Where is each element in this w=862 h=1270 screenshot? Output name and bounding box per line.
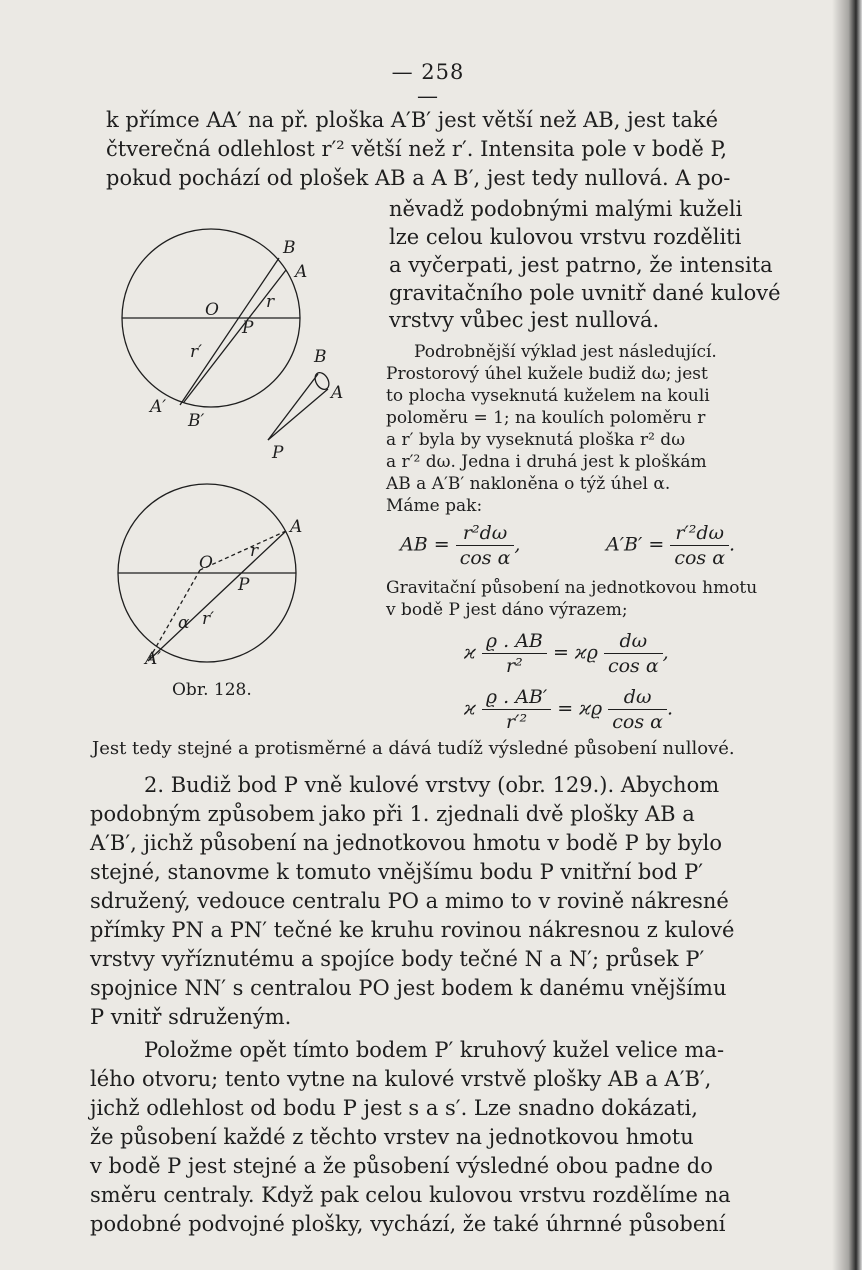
- text-line: pokud pochází od plošek AB a A B′, jest tedy nullová. A po-: [106, 166, 731, 190]
- label-alpha-lower: α: [178, 613, 190, 633]
- text-line: lze celou kulovou vrstvu rozděliti: [389, 225, 742, 249]
- label-B-cone: B: [314, 347, 327, 367]
- formula-a-prime-b-prime: A′B′ = $\frac{\text{r′²dω}}{\text{cos α}}$ .: [606, 522, 736, 569]
- text-line: vrstvy vyříznutému a spojíce body tečné N a N′; průsek P′: [90, 947, 705, 971]
- text-line: Jest tedy stejné a protisměrné a dává tudíž výsledné působení nullové.: [92, 738, 735, 759]
- text-line: spojnice NN′ s centralou PO jest bodem k danému vnějšímu: [90, 976, 727, 1000]
- label-A-cone: A: [331, 383, 344, 403]
- page-number: — 258 —: [391, 60, 465, 108]
- text-line: Prostorový úhel kužele budiž dω; jest: [386, 364, 708, 384]
- text-line: Podrobnější výklad jest následující.: [414, 342, 717, 362]
- label-O-lower: O: [199, 553, 213, 573]
- text-line: podobným způsobem jako při 1. zjednali dvě plošky AB a: [90, 802, 695, 826]
- text-line: k přímce AA′ na př. ploška A′B′ jest větší než AB, jest také: [106, 108, 719, 132]
- text-line: lého otvoru; tento vytne na kulové vrstvě plošky AB a A′B′,: [90, 1067, 712, 1091]
- label-r: r: [266, 292, 275, 312]
- label-r-lower: r: [250, 541, 259, 561]
- label-A: A: [295, 262, 308, 282]
- formula-ab: AB = $\frac{\text{r²dω}}{\text{cos α}}$ ,: [400, 522, 521, 569]
- text-line: gravitačního pole uvnitř dané kulové: [389, 281, 781, 305]
- text-line: že působení každé z těchto vrstev na jednotkovou hmotu: [90, 1125, 694, 1149]
- page-edge-shadow: [832, 0, 862, 1270]
- lower-dashed-ray: [200, 531, 286, 570]
- text-line: A′B′, jichž působení na jednotkovou hmotu v bodě P by bylo: [90, 831, 723, 855]
- label-A-prime: A′: [150, 397, 167, 417]
- cone-ellipse-top: [312, 370, 331, 392]
- text-line: 2. Budiž bod P vně kulové vrstvy (obr. 129.). Abychom: [144, 773, 720, 797]
- figure-caption: Obr. 128.: [172, 680, 252, 700]
- chord-b-b-prime: [180, 258, 279, 405]
- text-line: a vyčerpati, jest patrno, že intensita: [389, 253, 773, 277]
- cone-side-left: [268, 374, 318, 440]
- text-line: AB a A′B′ nakloněna o týž úhel α.: [386, 474, 671, 494]
- formula-force-a-prime-b-prime: ϰ $\frac{ϱ . AB'}{\text{r′²}}$ = ϰϱ $\frac{d\omega}{\text{cos α}}$ .: [464, 686, 674, 733]
- label-P-lower: P: [238, 575, 250, 595]
- text-line: podobné podvojné plošky, vychází, že také úhrnné působení: [90, 1212, 726, 1236]
- label-O: O: [205, 300, 219, 320]
- text-line: v bodě P jest stejné a že působení výsledné obou padne do: [90, 1154, 713, 1178]
- label-B: B: [283, 238, 296, 258]
- text-line: stejné, stanovme k tomuto vnějšímu bodu P vnitřní bod P′: [90, 860, 703, 884]
- text-line: přímky PN a PN′ tečné ke kruhu rovinou nákresnou z kulové: [90, 918, 735, 942]
- lower-circle: [118, 484, 296, 662]
- text-line: čtverečná odlehlost r′² větší než r′. Intensita pole v bodě P,: [106, 137, 728, 161]
- text-line: v bodě P jest dáno výrazem;: [386, 600, 628, 620]
- chord-a-a-prime: [184, 270, 286, 402]
- label-r-prime: r′: [190, 342, 202, 362]
- text-line: a r′² dω. Jedna i druhá jest k ploškám: [386, 452, 707, 472]
- text-line: Máme pak:: [386, 496, 483, 516]
- text-line: něvadž podobnými malými kuželi: [389, 197, 743, 221]
- text-line: P vnitř sdruženým.: [90, 1005, 292, 1029]
- lower-chord: [148, 531, 286, 661]
- formula-force-ab: ϰ $\frac{ϱ . AB}{\text{r²}}$ = ϰϱ $\frac{d\omega}{\text{cos α}}$ ,: [464, 630, 669, 677]
- text-line: Položme opět tímto bodem P′ kruhový kužel velice ma-: [144, 1038, 725, 1062]
- text-line: směru centraly. Když pak celou kulovou vrstvu rozdělíme na: [90, 1183, 731, 1207]
- label-P-cone: P: [272, 443, 284, 463]
- cone-side-right: [268, 389, 328, 440]
- text-line: to plocha vyseknutá kuželem na kouli: [386, 386, 710, 406]
- text-line: vrstvy vůbec jest nullová.: [389, 308, 660, 332]
- text-line: jichž odlehlost od bodu P jest s a s′. Lze snadno dokázati,: [90, 1096, 698, 1120]
- text-line: sdružený, vedouce centralu PO a mimo to v rovině nákresné: [90, 889, 729, 913]
- text-line: poloměru = 1; na koulích poloměru r: [386, 408, 706, 428]
- label-r-prime-lower: r′: [202, 609, 214, 629]
- label-A-prime-lower: A′: [145, 649, 162, 669]
- text-line: a r′ byla by vyseknutá ploška r² dω: [386, 430, 686, 450]
- text-line: Gravitační působení na jednotkovou hmotu: [386, 578, 758, 598]
- label-B-prime: B′: [188, 411, 205, 431]
- lower-dashed-ray-2: [148, 570, 200, 661]
- upper-circle: [122, 229, 300, 407]
- label-P: P: [242, 318, 254, 338]
- label-A-lower: A: [290, 517, 303, 537]
